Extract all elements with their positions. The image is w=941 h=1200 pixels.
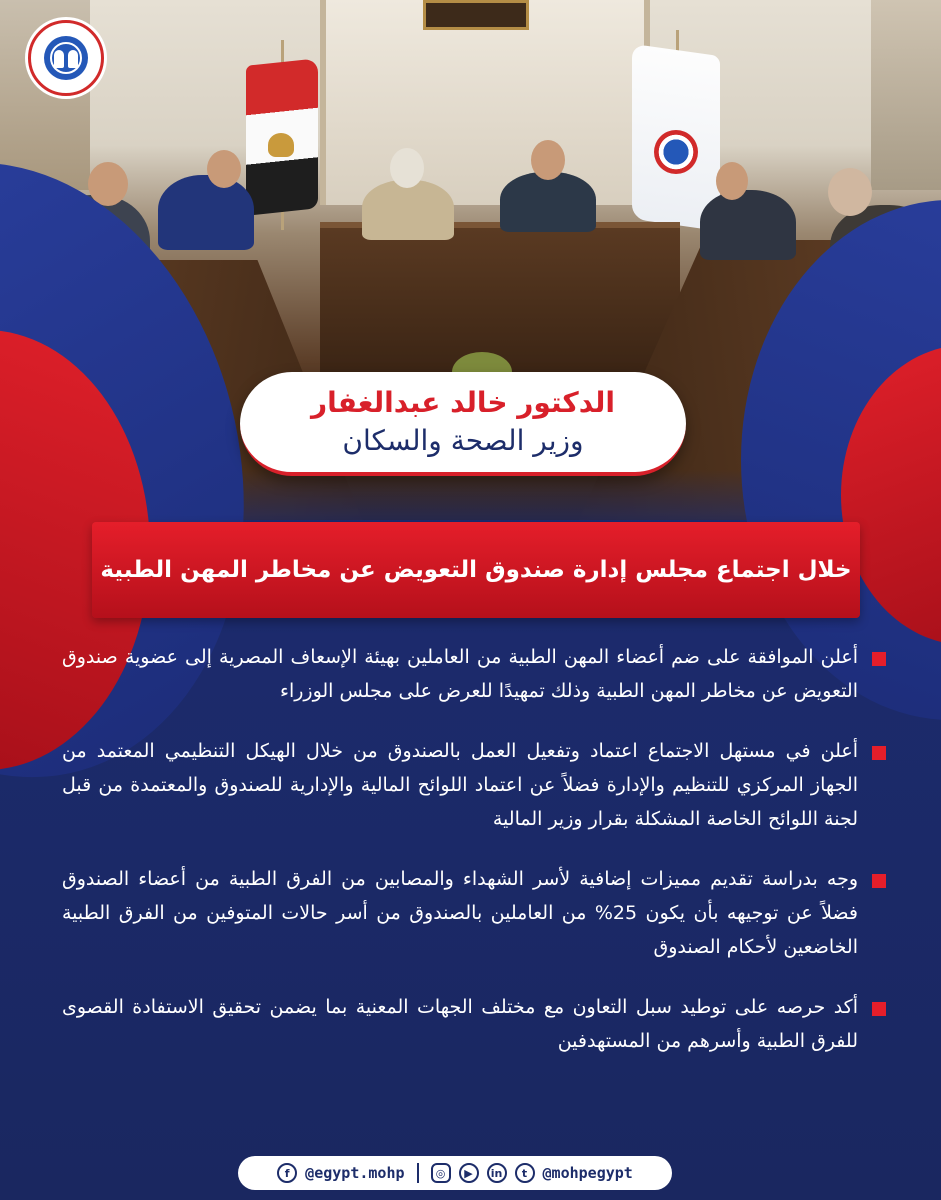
ministry-logo [28,20,104,96]
footer-divider [417,1163,419,1183]
name-card [240,372,686,476]
bullet-text: أكد حرصه على توطيد سبل التعاون مع مختلف الجهات المعنية بما يضمن تحقيق الاستفادة القصوى للفرق الطبية وأسرهم من المستهدفين [62,996,858,1052]
headline-banner [92,522,860,618]
list-item [62,990,892,1058]
youtube-icon[interactable]: ▶ [459,1163,479,1183]
linkedin-icon[interactable]: in [487,1163,507,1183]
person-title: وزير الصحة والسكان [342,424,584,457]
facebook-handle[interactable]: @egypt.mohp [305,1164,405,1182]
headline-text: خلال اجتماع مجلس إدارة صندوق التعويض عن مخاطر المهن الطبية [100,557,852,583]
list-item [62,734,892,836]
bullet-square-icon [872,652,886,666]
bullet-text: أعلن الموافقة على ضم أعضاء المهن الطبية من العاملين بهيئة الإسعاف المصرية إلى عضوية صندوق التعويض عن مخاطر المهن الطبية وذلك تمهيدًا للعرض على مجلس الوزراء [62,646,858,702]
social-footer [238,1156,672,1190]
instagram-icon[interactable]: ◎ [431,1163,451,1183]
twitter-icon[interactable]: t [515,1163,535,1183]
facebook-icon[interactable]: f [277,1163,297,1183]
ministry-logo-icon [44,36,88,80]
bullet-list [62,640,892,1058]
bullet-text: أعلن في مستهل الاجتماع اعتماد وتفعيل العمل بالصندوق من خلال الهيكل التنظيمي المعتمد من الجهاز المركزي للتنظيم والإدارة فضلاً عن اعتماد اللوائح المالية والإدارية للصندوق والمعتمدة من قبل لجنة اللوائح الخاصة المشكلة بقرار وزير المالية [62,740,858,830]
bullet-square-icon [872,746,886,760]
person-name: الدكتور خالد عبدالغفار [311,386,615,419]
bullet-square-icon [872,1002,886,1016]
list-item [62,862,892,964]
bullet-text: وجه بدراسة تقديم مميزات إضافية لأسر الشهداء والمصابين من الفرق الطبية من أعضاء الصندوق فضلاً عن توجيهه بأن يكون 25% من العاملين بالصندوق من أسر حالات المتوفين من الفرق الطبية الخاضعين لأحكام الصندوق [62,868,858,958]
social-handle[interactable]: @mohpegypt [542,1164,633,1182]
list-item [62,640,892,708]
bullet-square-icon [872,874,886,888]
